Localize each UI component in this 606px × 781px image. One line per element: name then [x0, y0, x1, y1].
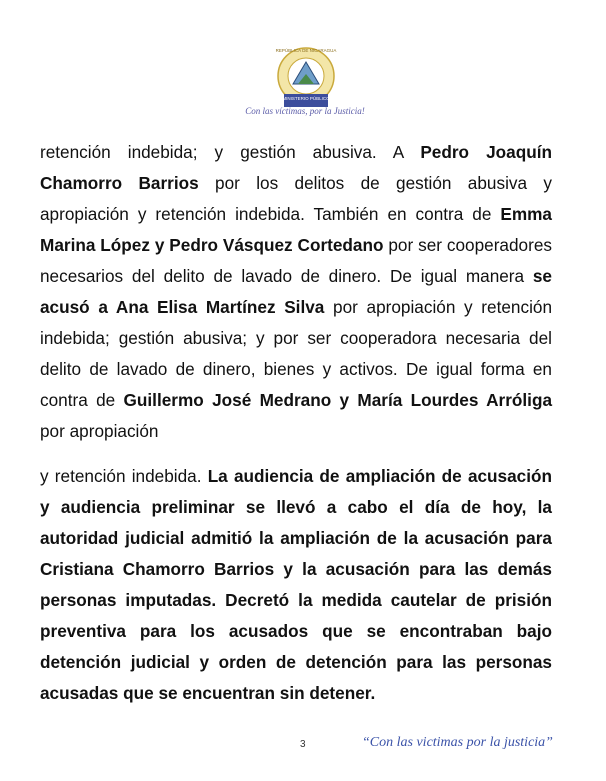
name-highlight: Pedro Joaquín Chamorro Barrios	[40, 142, 552, 193]
body-paragraph-1	[40, 137, 552, 447]
name-highlight: Emma Marina López y Pedro Vásquez Cortedano	[40, 204, 552, 255]
name-highlight: Guillermo José Medrano y María Lourdes Arróliga	[123, 390, 552, 410]
body-paragraph-2	[40, 461, 552, 709]
header-motto: Con las víctimas, por la Justicia!	[245, 106, 365, 116]
text: por apropiación y retención indebida; gestión abusiva; y por ser cooperadora necesaria del delito de lavado de dinero, bienes y activos. De igual forma en contra de	[40, 297, 553, 410]
text: y retención indebida.	[40, 466, 208, 486]
text: por los delitos de gestión abusiva y apropiación y retención indebida. También en contra de	[40, 173, 552, 224]
text: retención indebida; y gestión abusiva. A	[40, 142, 421, 162]
svg-text:REPÚBLICA DE NICARAGUA: REPÚBLICA DE NICARAGUA	[275, 48, 337, 53]
text: por apropiación	[40, 421, 159, 441]
name-highlight: se acusó a Ana Elisa Martínez Silva	[40, 266, 552, 317]
footer-motto: “Con las victimas por la justicia”	[362, 735, 553, 750]
bold-statement: La audiencia de ampliación de acusación y audiencia preliminar se llevó a cabo el día de hoy, la autoridad judicial admitió la ampliación de la acusación para Cristiana Chamorro Barrios y la acusación para las demás personas imputadas. Decretó la medida cautelar de prisión preventiva para los acusados que se encontraban bajo detención judicial y orden de detención para las personas acusadas que se encuentran sin detener.	[40, 466, 553, 703]
page-number: 3	[300, 739, 306, 750]
text: por ser cooperadores necesarios del delito de lavado de dinero. De igual manera	[40, 235, 552, 286]
emblem-banner: MINISTERIO PÚBLICO	[282, 96, 330, 101]
